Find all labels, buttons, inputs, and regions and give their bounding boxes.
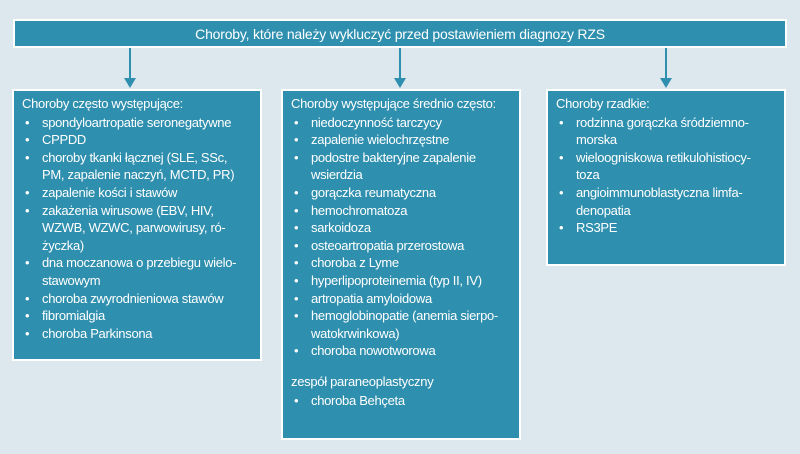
bullet-icon: •	[25, 184, 30, 200]
bullet-icon: •	[294, 272, 299, 288]
list-item	[291, 131, 511, 149]
list-item	[291, 290, 511, 308]
list-item	[291, 114, 511, 132]
list-item	[291, 254, 511, 272]
bullet-icon: •	[559, 149, 564, 165]
list-item-text: choroba nowotworowa	[311, 343, 436, 359]
list-item	[291, 307, 511, 342]
bullet-icon: •	[294, 132, 299, 148]
list-item-text: życzka)	[42, 237, 84, 253]
list-item-text: watokrwinkowa)	[311, 325, 400, 341]
disease-list	[556, 114, 776, 237]
list-item-text: choroba Parkinsona	[42, 325, 153, 341]
bullet-icon: •	[25, 149, 30, 165]
list-item-text: angioimmunoblastyczna limfa-	[576, 184, 743, 200]
list-item-text: choroby tkanki łącznej (SLE, SSc,	[42, 149, 228, 165]
list-item	[291, 392, 511, 410]
list-item-text: hemochromatoza	[311, 202, 408, 218]
list-item	[556, 184, 776, 219]
bullet-icon: •	[294, 343, 299, 359]
bullet-icon: •	[559, 114, 564, 130]
column-title: Choroby rzadkie:	[556, 96, 650, 111]
bullet-icon: •	[294, 184, 299, 200]
disease-list	[291, 114, 511, 360]
bullet-icon: •	[294, 237, 299, 253]
list-item	[291, 202, 511, 220]
list-item-text: choroba zwyrodnieniowa stawów	[42, 290, 224, 306]
column-rare-diseases	[546, 89, 786, 266]
list-item-text: sarkoidoza	[311, 220, 371, 236]
list-item-text: rodzinna gorączka śródziemno-	[576, 114, 749, 130]
subsection-list	[291, 392, 511, 410]
list-item	[556, 219, 776, 237]
list-item-text: zapalenie wielochrzęstne	[311, 132, 450, 148]
list-item	[22, 325, 252, 343]
list-item-text: CPPDD	[42, 132, 87, 148]
list-item-text: choroba Behçeta	[311, 392, 405, 408]
list-item	[291, 342, 511, 360]
list-item	[291, 184, 511, 202]
column-title: Choroby często występujące:	[22, 96, 183, 111]
list-item-text: zapalenie kości i stawów	[42, 184, 178, 200]
list-item	[22, 184, 252, 202]
list-item	[22, 131, 252, 149]
bullet-icon: •	[25, 308, 30, 324]
arrow-head-1	[124, 78, 136, 88]
bullet-icon: •	[559, 220, 564, 236]
list-item-text: dna moczanowa o przebiegu wielo-	[42, 255, 237, 271]
list-item-text: hyperlipoproteinemia (typ II, IV)	[311, 272, 482, 288]
arrow-head-3	[660, 78, 672, 88]
list-item-text: WZWB, WZWC, parwowirusy, ró-	[42, 220, 226, 236]
list-item-text: wsierdzia	[311, 167, 363, 183]
list-item	[22, 254, 252, 289]
list-item-text: RS3PE	[576, 220, 618, 236]
subsection-title: zespół paraneoplastyczny	[291, 373, 434, 389]
list-item	[291, 149, 511, 184]
bullet-icon: •	[294, 392, 299, 408]
disease-list	[22, 114, 252, 343]
list-item-text: wieloogniskowa retikulohistiocy-	[576, 149, 751, 165]
list-item	[22, 114, 252, 132]
subsection	[291, 373, 511, 409]
bullet-icon: •	[25, 202, 30, 218]
main-title: Choroby, które należy wykluczyć przed postawieniem diagnozy RZS	[195, 25, 605, 42]
arrow-head-2	[394, 78, 406, 88]
list-item-text: stawowym	[42, 272, 101, 288]
list-item-text: choroba z Lyme	[311, 255, 399, 271]
bullet-icon: •	[559, 184, 564, 200]
bullet-icon: •	[294, 220, 299, 236]
list-item	[22, 307, 252, 325]
bullet-icon: •	[294, 290, 299, 306]
bullet-icon: •	[294, 149, 299, 165]
list-item	[291, 237, 511, 255]
list-item-text: niedoczynność tarczycy	[311, 114, 442, 130]
list-item	[291, 272, 511, 290]
list-item-text: spondyloartropatie seronegatywne	[42, 114, 232, 130]
bullet-icon: •	[25, 255, 30, 271]
main-title-box	[13, 19, 787, 48]
bullet-icon: •	[25, 114, 30, 130]
list-item-text: toza	[576, 167, 600, 183]
bullet-icon: •	[25, 325, 30, 341]
bullet-icon: •	[25, 290, 30, 306]
list-item-text: fibromialgia	[42, 308, 105, 324]
list-item-text: zakażenia wirusowe (EBV, HIV,	[42, 202, 214, 218]
column-medium-diseases	[281, 89, 521, 440]
list-item-text: denopatia	[576, 202, 631, 218]
bullet-icon: •	[294, 202, 299, 218]
list-item-text: osteoartropatia przerostowa	[311, 237, 465, 253]
list-item	[22, 202, 252, 255]
bullet-icon: •	[25, 132, 30, 148]
list-item-text: PM, zapalenie naczyń, MCTD, PR)	[42, 167, 235, 183]
bullet-icon: •	[294, 114, 299, 130]
column-common-diseases	[12, 89, 262, 361]
list-item	[291, 219, 511, 237]
column-title: Choroby występujące średnio często:	[291, 96, 496, 111]
list-item	[556, 114, 776, 149]
list-item-text: podostre bakteryjne zapalenie	[311, 149, 476, 165]
list-item-text: gorączka reumatyczna	[311, 184, 436, 200]
list-item	[22, 290, 252, 308]
list-item-text: artropatia amyloidowa	[311, 290, 432, 306]
bullet-icon: •	[294, 255, 299, 271]
list-item-text: morska	[576, 132, 617, 148]
bullet-icon: •	[294, 308, 299, 324]
list-item	[556, 149, 776, 184]
list-item	[22, 149, 252, 184]
list-item-text: hemoglobinopatie (anemia sierpo-	[311, 308, 498, 324]
